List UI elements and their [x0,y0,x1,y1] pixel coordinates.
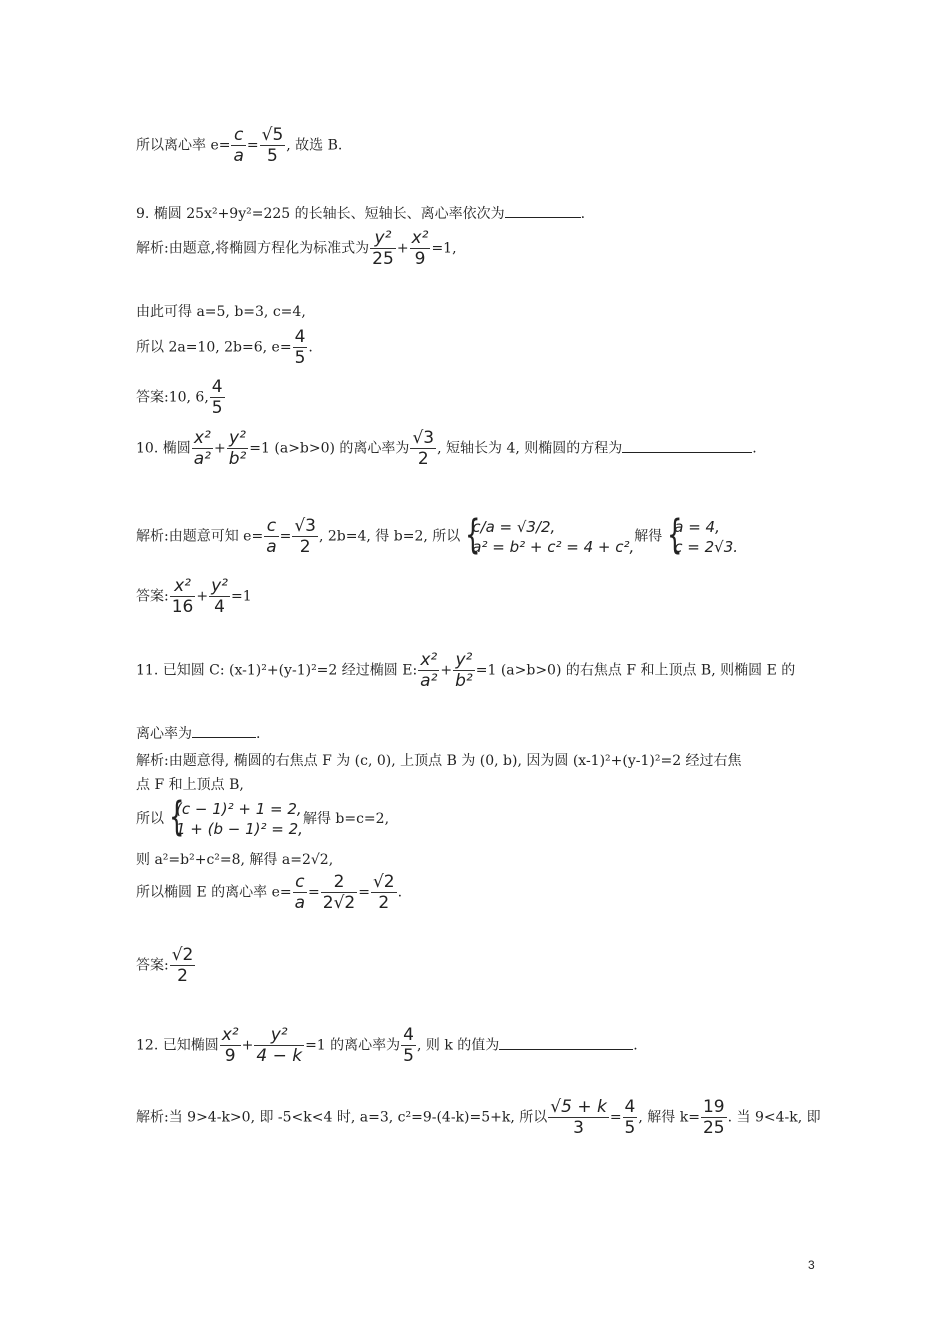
fraction: $\frac{\text{x²}}{9}$ [411,228,429,269]
fraction: $\frac{\text{y²}}{4 - k}$ [256,1025,303,1066]
question-9: 9. 椭圆 25x²+9y²=225 的长轴长、短轴长、离心率依次为 . [136,203,585,224]
conclusion-line: 所以离心率 e= $\frac{c}{a}$ = $\frac{√5}{5}$ , 故选 B. [136,125,343,166]
equation-system: { (c − 1)² + 1 = 2, 1 + (b − 1)² = 2, [169,794,303,840]
q11-solution-4: 则 a²=b²+c²=8, 解得 a=2√2, [136,852,334,868]
fraction: $\frac{\text{x²}}{\text{a²}}$ [193,428,211,469]
question-10: 10. 椭圆 $\frac{\text{x²}}{\text{a²}}$ + $\frac{\text{y²}}{\text{b²}}$ =1 (a>b>0) 的离心率为 $\frac{√3}{2}$ , 短轴长为 4, 则椭圆的方程为 . [136,428,757,469]
answer-blank [192,723,256,738]
equation-system: { a = 4, c = 2√3. [667,511,739,558]
q9-solution-result: 所以 2a=10, 2b=6, e= $\frac{4}{5}$ . [136,327,313,368]
q9-solution-line: 解析:由题意,将椭圆方程化为标准式为 $\frac{\text{y²}}{25}$ + $\frac{\text{x²}}{9}$ =1, [136,228,457,269]
question-11: 11. 已知圆 C: (x-1)²+(y-1)²=2 经过椭圆 E: $\frac{\text{x²}}{\text{a²}}$ + $\frac{\text{y²}}{\text{b²}}$ =1 (a>b>0) 的右焦点 F 和上顶点 B, 则椭圆 E 的 [136,650,796,691]
fraction: $\frac{√3}{2}$ [412,428,435,469]
fraction: $\frac{4}{5}$ [624,1097,636,1138]
q10-solution: 解析:由题意可知 e= $\frac{c}{a}$ = $\frac{√3}{2}$ , 2b=4, 得 b=2, 所以 { c/a = √3/2, a² = b² + c² = 4 + c², 解得 { a = 4, c = 2√3. [136,511,739,558]
question-12: 12. 已知椭圆 $\frac{\text{x²}}{9}$ + $\frac{\text{y²}}{4 - k}$ =1 的离心率为 $\frac{4}{5}$ , 则 k 的值为 . [136,1025,638,1066]
fraction: $\frac{\text{y²}}{\text{b²}}$ [228,428,247,469]
q11-solution-1: 解析:由题意得, 椭圆的右焦点 F 为 (c, 0), 上顶点 B 为 (0, b), 因为圆 (x-1)²+(y-1)²=2 经过右焦 [136,753,742,769]
fraction: $\frac{√2}{2}$ [372,872,395,913]
fraction: $\frac{\text{y²}}{4}$ [211,576,228,617]
fraction: $\frac{4}{5}$ [294,327,306,368]
text: , 故选 B. [286,137,343,154]
q11-solution-2: 点 F 和上顶点 B, [136,777,244,793]
equation-system: { c/a = √3/2, a² = b² + c² = 4 + c², [465,511,635,558]
fraction: $\frac{\text{x²}}{9}$ [221,1025,239,1066]
fraction: $\frac{c}{a}$ [233,125,244,166]
fraction: $\frac{√2}{2}$ [171,945,194,986]
q9-solution-values: 由此可得 a=5, b=3, c=4, [136,304,306,320]
fraction: $\frac{c}{a}$ [294,872,306,913]
fraction: $\frac{4}{5}$ [211,377,223,418]
fraction: $\frac{\text{x²}}{16}$ [171,576,194,617]
fraction: $\frac{\text{y²}}{25}$ [372,228,394,269]
page-number: 3 [808,1258,815,1272]
q11-solution-3: 所以 { (c − 1)² + 1 = 2, 1 + (b − 1)² = 2, 解得 b=c=2, [136,794,390,840]
q10-answer: 答案: $\frac{\text{x²}}{16}$ + $\frac{\text{y²}}{4}$ =1 [136,576,252,617]
fraction: $\frac{√3}{2}$ [294,516,316,557]
fraction: $\frac{19}{25}$ [702,1097,725,1138]
q11-solution-5: 所以椭圆 E 的离心率 e= $\frac{c}{a}$ = $\frac{2}{2√2}$ = $\frac{√2}{2}$ . [136,872,403,913]
fraction: $\frac{\text{x²}}{\text{a²}}$ [420,650,438,691]
text: 所以离心率 e= [136,137,231,154]
fraction: $\frac{√5 + k}{3}$ [550,1097,607,1138]
fraction: $\frac{\text{y²}}{\text{b²}}$ [455,650,473,691]
answer-blank [505,203,581,218]
q12-solution: 解析:当 9>4-k>0, 即 -5<k<4 时, a=3, c²=9-(4-k)=5+k, 所以 $\frac{√5 + k}{3}$ = $\frac{4}{5}$ , 解得 k= $\frac{19}{25}$ . 当 9<4-k, 即 [136,1097,821,1138]
fraction: $\frac{4}{5}$ [403,1025,414,1066]
fraction: $\frac{c}{a}$ [266,516,277,557]
q11-answer: 答案: $\frac{√2}{2}$ [136,945,194,986]
question-11-line-2: 离心率为 . [136,723,260,744]
answer-blank [622,438,752,453]
q9-answer: 答案:10, 6, $\frac{4}{5}$ [136,377,223,418]
answer-blank [499,1035,633,1050]
fraction: $\frac{2}{2√2}$ [322,872,356,913]
fraction: $\frac{√5}{5}$ [261,125,284,166]
